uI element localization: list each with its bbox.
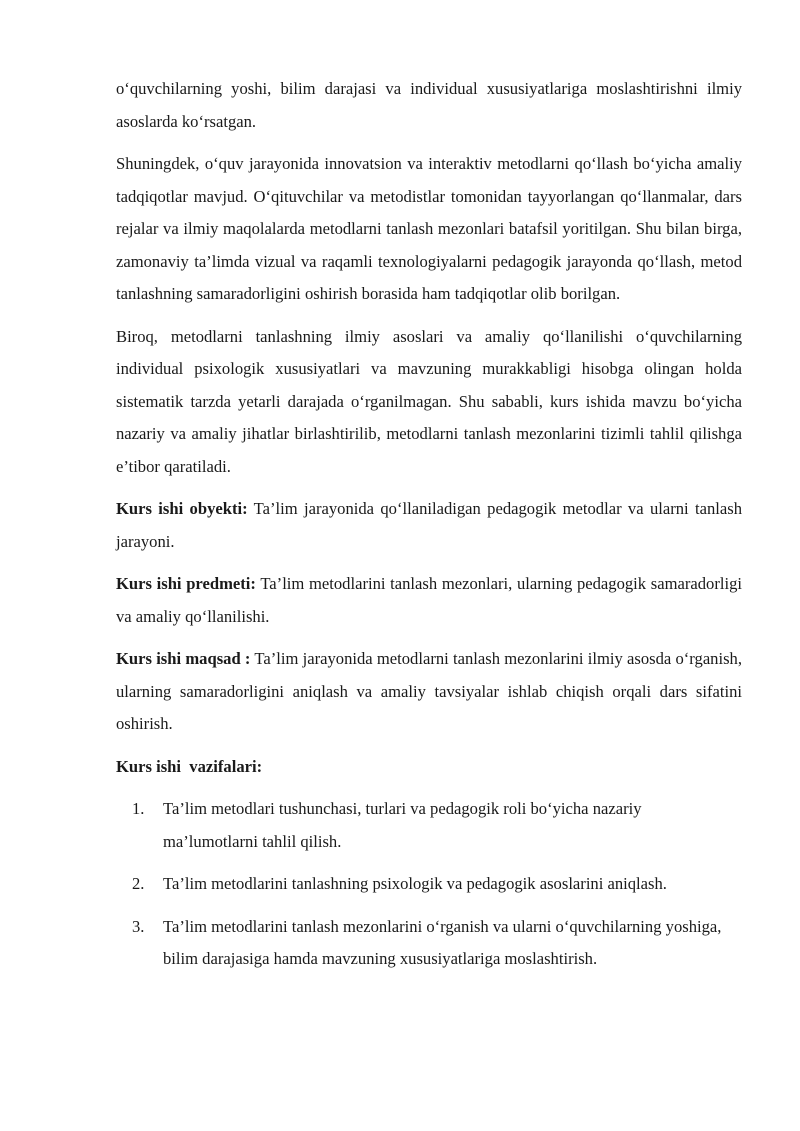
tasks-heading: Kurs ishi vazifalari: [116,756,263,776]
course-goal [116,643,742,741]
list-item-number: 2. [132,874,145,893]
paragraph-problem-statement: Biroq, metodlarni tanlashning ilmiy asoslari va amaliy qo‘llanilishi o‘quvchilarning individual psixologik xususiyatlari va mavzuning murakkabligi hisobga olingan holda sistematik tarzda yetarli darajada o‘rganilmagan. Shu sababli, kurs ishida mavzu bo‘yicha nazariy va amaliy jihatlar birlashtirilib, metodlarni tanlash mezonlarini tizimli tahlil qilishga e’tibor qaratiladi. [116,326,742,476]
list-item [116,868,742,901]
paragraph-continuation: o‘quvchilarning yoshi, bilim darajasi va individual xususiyatlariga moslashtirishni ilmiy asoslarda ko‘rsatgan. [116,79,742,131]
list-item-text: Ta’lim metodlarini tanlashning psixologik va pedagogik asoslarini aniqlash. [163,874,667,893]
course-subject-text: Ta’lim metodlarini tanlash mezonlari, ularning pedagogik samaradorligi va amaliy qo‘llanilishi. [116,574,742,626]
list-item [116,911,742,976]
course-object-text: Ta’lim jarayonida qo‘llaniladigan pedagogik metodlar va ularni tanlash jarayoni. [116,499,742,551]
course-subject [116,568,742,633]
list-item-text: Ta’lim metodlari tushunchasi, turlari va pedagogik roli bo‘yicha nazariy ma’lumotlarni tahlil qilish. [163,799,642,851]
tasks-list [116,793,742,976]
course-subject-label: Kurs ishi predmeti: [116,574,256,593]
list-item [116,793,742,858]
list-item-number: 3. [132,916,145,936]
paragraph-research-review: Shuningdek, o‘quv jarayonida innovatsion va interaktiv metodlarni qo‘llash bo‘yicha amaliy tadqiqotlar mavjud. O‘qituvchilar va metodistlar tomonidan tayyorlangan qo‘llanmalar, dars rejalar va ilmiy maqolalarda metodlarni tanlash mezonlari batafsil yoritilgan. Shu bilan birga, zamonaviy ta’limda vizual va raqamli texnologiyalarni pedagogik jarayonda qo‘llash, metod tanlashning samaradorligini oshirish borasida ham tadqiqotlar olib borilgan. [116,154,742,303]
course-goal-text: Ta’lim jarayonida metodlarni tanlash mezonlarini ilmiy asosda o‘rganish, ularning samaradorligini aniqlash va amaliy tavsiyalar ishlab chiqish orqali dars sifatini oshirish. [116,649,742,733]
document-body [116,73,742,986]
course-object [116,493,742,558]
course-goal-label: Kurs ishi maqsad : [116,649,251,668]
course-object-label: Kurs ishi obyekti: [116,499,248,518]
list-item-text: Ta’lim metodlarini tanlash mezonlarini o‘rganish va ularni o‘quvchilarning yoshiga, bilim darajasiga hamda mavzuning xususiyatlariga moslashtirish. [163,916,722,968]
list-item-number: 1. [132,799,145,818]
